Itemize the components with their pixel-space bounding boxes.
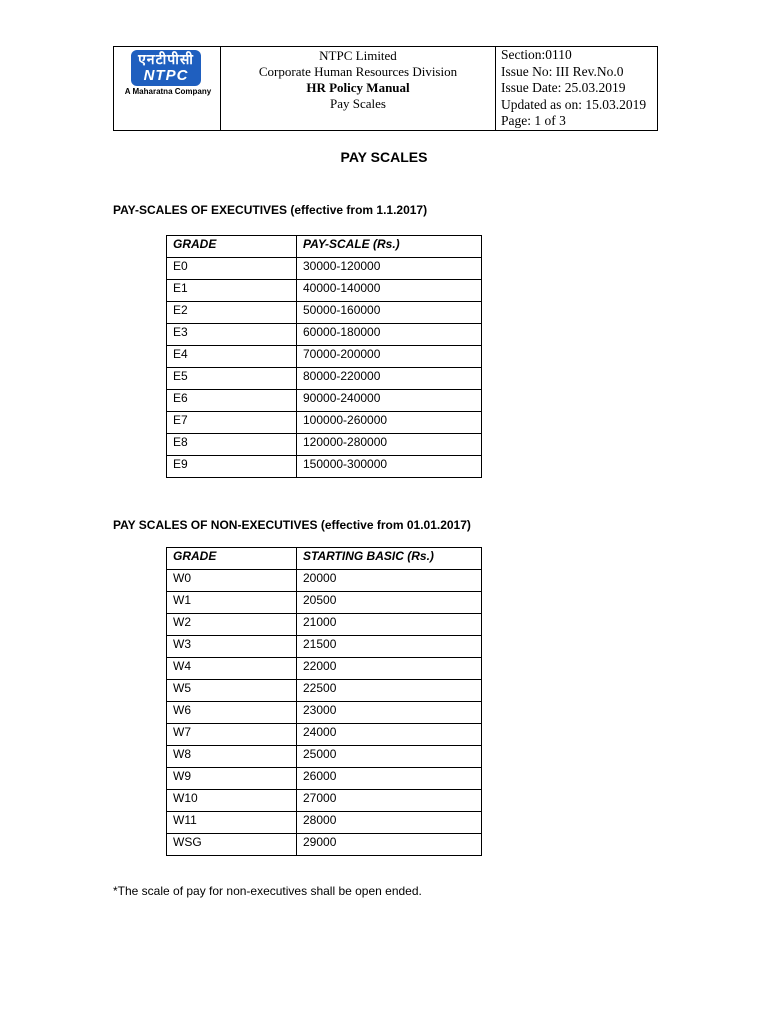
grade-cell: W9 — [167, 768, 297, 790]
executives-pay-table — [166, 235, 482, 478]
value-cell: 150000-300000 — [297, 456, 482, 478]
ntpc-logo — [131, 50, 201, 86]
table-row — [167, 390, 482, 412]
value-cell: 80000-220000 — [297, 368, 482, 390]
page-number: Page: 1 of 3 — [501, 113, 566, 128]
value-cell: 29000 — [297, 834, 482, 856]
table-row — [167, 724, 482, 746]
table-row — [167, 412, 482, 434]
grade-cell: W5 — [167, 680, 297, 702]
value-cell: 120000-280000 — [297, 434, 482, 456]
grade-cell: E0 — [167, 258, 297, 280]
grade-cell: W8 — [167, 746, 297, 768]
grade-cell: E6 — [167, 390, 297, 412]
value-cell: 21000 — [297, 614, 482, 636]
issue-date: Issue Date: 25.03.2019 — [501, 80, 626, 95]
value-cell: 24000 — [297, 724, 482, 746]
grade-cell: W2 — [167, 614, 297, 636]
table-header-row — [167, 548, 482, 570]
value-cell: 100000-260000 — [297, 412, 482, 434]
table-row — [167, 790, 482, 812]
table-row — [167, 258, 482, 280]
value-cell: 23000 — [297, 702, 482, 724]
value-cell: 21500 — [297, 636, 482, 658]
non-executives-heading: PAY SCALES OF NON-EXECUTIVES (effective from 01.01.2017) — [113, 518, 471, 532]
issue-number: Issue No: III Rev.No.0 — [501, 63, 624, 79]
value-cell: 70000-200000 — [297, 346, 482, 368]
header-center-cell — [221, 47, 496, 130]
table-row — [167, 702, 482, 724]
grade-cell: W4 — [167, 658, 297, 680]
table-row — [167, 768, 482, 790]
grade-cell: E1 — [167, 280, 297, 302]
manual-name: HR Policy Manual — [306, 80, 410, 95]
grade-cell: E4 — [167, 346, 297, 368]
document-header — [113, 46, 658, 131]
grade-cell: W1 — [167, 592, 297, 614]
grade-cell: E3 — [167, 324, 297, 346]
value-cell: 90000-240000 — [297, 390, 482, 412]
table-row — [167, 302, 482, 324]
table-row — [167, 346, 482, 368]
division-name: Corporate Human Resources Division — [258, 64, 458, 79]
value-cell: 27000 — [297, 790, 482, 812]
executives-heading: PAY-SCALES OF EXECUTIVES (effective from 1.1.2017) — [113, 203, 428, 217]
grade-cell: W0 — [167, 570, 297, 592]
updated-date: Updated as on: 15.03.2019 — [501, 96, 647, 112]
logo-tagline: A Maharatna Company — [124, 87, 212, 96]
value-cell: 30000-120000 — [297, 258, 482, 280]
non-executives-pay-table — [166, 547, 482, 856]
table-row — [167, 456, 482, 478]
value-cell: 22000 — [297, 658, 482, 680]
column-header-pay-scale: PAY-SCALE (Rs.) — [297, 236, 482, 258]
grade-cell: W3 — [167, 636, 297, 658]
column-header-grade: GRADE — [167, 236, 297, 258]
table-row — [167, 592, 482, 614]
grade-cell: W11 — [167, 812, 297, 834]
page-title: PAY SCALES — [340, 149, 428, 165]
table-row — [167, 746, 482, 768]
company-name: NTPC Limited — [319, 48, 397, 63]
table-row — [167, 324, 482, 346]
value-cell: 20000 — [297, 570, 482, 592]
table-row — [167, 570, 482, 592]
table-row — [167, 636, 482, 658]
table-row — [167, 614, 482, 636]
grade-cell: W6 — [167, 702, 297, 724]
table-row — [167, 280, 482, 302]
grade-cell: E7 — [167, 412, 297, 434]
grade-cell: W7 — [167, 724, 297, 746]
grade-cell: W10 — [167, 790, 297, 812]
value-cell: 22500 — [297, 680, 482, 702]
value-cell: 28000 — [297, 812, 482, 834]
logo-hindi-text: एनटीपीसी — [138, 51, 194, 67]
table-row — [167, 812, 482, 834]
value-cell: 40000-140000 — [297, 280, 482, 302]
table-row — [167, 834, 482, 856]
grade-cell: E9 — [167, 456, 297, 478]
document-subject: Pay Scales — [330, 96, 386, 111]
footnote: *The scale of pay for non-executives shall be open ended. — [113, 884, 422, 898]
column-header-grade: GRADE — [167, 548, 297, 570]
value-cell: 50000-160000 — [297, 302, 482, 324]
section-number: Section:0110 — [501, 47, 572, 62]
value-cell: 20500 — [297, 592, 482, 614]
table-row — [167, 680, 482, 702]
value-cell: 60000-180000 — [297, 324, 482, 346]
value-cell: 25000 — [297, 746, 482, 768]
header-meta-cell — [496, 47, 657, 130]
table-row — [167, 434, 482, 456]
grade-cell: E5 — [167, 368, 297, 390]
grade-cell: E2 — [167, 302, 297, 324]
value-cell: 26000 — [297, 768, 482, 790]
logo-brand-text: NTPC — [143, 67, 189, 84]
column-header-starting-basic: STARTING BASIC (Rs.) — [297, 548, 482, 570]
grade-cell: E8 — [167, 434, 297, 456]
table-row — [167, 658, 482, 680]
table-row — [167, 368, 482, 390]
grade-cell: WSG — [167, 834, 297, 856]
table-header-row — [167, 236, 482, 258]
logo-cell — [114, 47, 221, 130]
